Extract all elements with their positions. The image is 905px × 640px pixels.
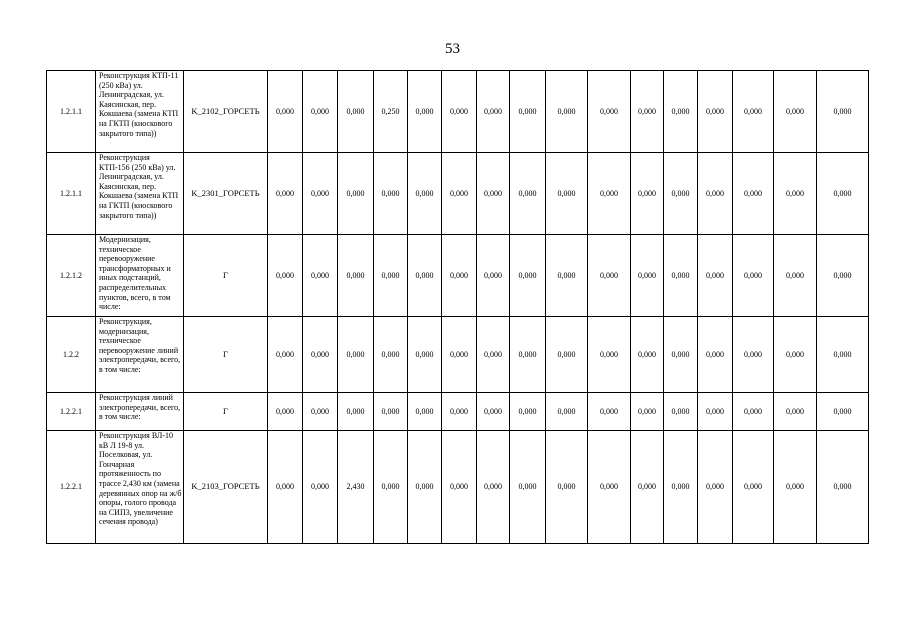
value-cell: 0,000 [631, 317, 664, 393]
row-number-cell: 1.2.2 [47, 317, 96, 393]
value-cell: 0,000 [338, 235, 374, 317]
project-code-cell: Г [184, 317, 268, 393]
value-cell: 0,000 [442, 235, 477, 317]
value-cell: 0,000 [477, 235, 510, 317]
value-cell: 0,000 [546, 393, 588, 431]
value-cell: 0,000 [588, 235, 631, 317]
value-cell: 0,000 [733, 393, 774, 431]
value-cell: 0,000 [510, 153, 546, 235]
value-cell: 0,000 [698, 393, 733, 431]
value-cell: 0,000 [268, 235, 303, 317]
row-number-cell: 1.2.1.1 [47, 71, 96, 153]
value-cell: 0,000 [374, 153, 408, 235]
value-cell: 0,000 [664, 393, 698, 431]
project-code-cell: Г [184, 235, 268, 317]
value-cell: 0,000 [442, 431, 477, 544]
table-row [47, 71, 869, 153]
value-cell: 0,000 [631, 71, 664, 153]
project-name-cell: Модернизация, техническое перевооружение трансформаторных и иных подстанций, распределительных пунктов, всего, в том числе: [96, 235, 184, 317]
value-cell: 0,000 [664, 235, 698, 317]
project-code-cell: Г [184, 393, 268, 431]
value-cell: 0,000 [546, 431, 588, 544]
value-cell: 0,000 [477, 393, 510, 431]
value-cell: 0,000 [268, 317, 303, 393]
project-code-cell: K_2301_ГОРСЕТЬ [184, 153, 268, 235]
value-cell: 0,000 [477, 317, 510, 393]
value-cell: 0,000 [631, 153, 664, 235]
investment-table [46, 70, 869, 544]
value-cell: 0,000 [408, 431, 442, 544]
value-cell: 0,000 [408, 71, 442, 153]
value-cell: 0,000 [588, 393, 631, 431]
value-cell: 0,000 [268, 71, 303, 153]
project-name-cell: Реконструкция, модернизация, техническое перевооружение линий электропередачи, всего, в том числе: [96, 317, 184, 393]
value-cell: 0,000 [510, 431, 546, 544]
value-cell: 0,000 [698, 235, 733, 317]
row-number-cell: 1.2.1.2 [47, 235, 96, 317]
table-row [47, 153, 869, 235]
table-row [47, 393, 869, 431]
value-cell: 0,000 [442, 317, 477, 393]
value-cell: 0,000 [733, 431, 774, 544]
table-row [47, 317, 869, 393]
row-number-cell: 1.2.1.1 [47, 153, 96, 235]
value-cell: 0,000 [303, 71, 338, 153]
page-number: 53 [445, 41, 460, 57]
value-cell: 0,000 [268, 431, 303, 544]
value-cell: 0,000 [546, 71, 588, 153]
value-cell: 0,000 [631, 235, 664, 317]
value-cell: 2,430 [338, 431, 374, 544]
value-cell: 0,000 [733, 317, 774, 393]
value-cell: 0,000 [698, 317, 733, 393]
value-cell: 0,000 [588, 317, 631, 393]
value-cell: 0,000 [303, 235, 338, 317]
value-cell: 0,000 [817, 235, 869, 317]
value-cell: 0,000 [477, 431, 510, 544]
value-cell: 0,000 [774, 235, 817, 317]
project-name-cell: Реконструкция ВЛ-10 кВ Л 19-8 ул. Поселковая, ул. Гончарная протяженность по трассе 2,430 км (замена деревянных опор на ж/б опоры, голого провода на СИП3, увеличение сечения провода) [96, 431, 184, 544]
value-cell: 0,000 [408, 153, 442, 235]
value-cell: 0,000 [303, 431, 338, 544]
value-cell: 0,000 [733, 71, 774, 153]
value-cell: 0,000 [698, 431, 733, 544]
value-cell: 0,000 [408, 235, 442, 317]
value-cell: 0,250 [374, 71, 408, 153]
value-cell: 0,000 [817, 431, 869, 544]
value-cell: 0,000 [510, 71, 546, 153]
value-cell: 0,000 [442, 153, 477, 235]
value-cell: 0,000 [817, 393, 869, 431]
value-cell: 0,000 [588, 153, 631, 235]
value-cell: 0,000 [546, 235, 588, 317]
value-cell: 0,000 [664, 317, 698, 393]
table-row [47, 235, 869, 317]
value-cell: 0,000 [374, 393, 408, 431]
value-cell: 0,000 [817, 153, 869, 235]
value-cell: 0,000 [588, 431, 631, 544]
value-cell: 0,000 [664, 431, 698, 544]
value-cell: 0,000 [303, 153, 338, 235]
value-cell: 0,000 [774, 71, 817, 153]
value-cell: 0,000 [374, 317, 408, 393]
value-cell: 0,000 [303, 317, 338, 393]
value-cell: 0,000 [408, 317, 442, 393]
value-cell: 0,000 [774, 317, 817, 393]
value-cell: 0,000 [733, 153, 774, 235]
value-cell: 0,000 [338, 317, 374, 393]
value-cell: 0,000 [408, 393, 442, 431]
value-cell: 0,000 [442, 393, 477, 431]
value-cell: 0,000 [733, 235, 774, 317]
value-cell: 0,000 [546, 153, 588, 235]
project-code-cell: K_2103_ГОРСЕТЬ [184, 431, 268, 544]
value-cell: 0,000 [510, 235, 546, 317]
project-name-cell: Реконструкция линий электропередачи, всего, в том числе: [96, 393, 184, 431]
project-code-cell: K_2102_ГОРСЕТЬ [184, 71, 268, 153]
value-cell: 0,000 [774, 431, 817, 544]
table-row [47, 431, 869, 544]
value-cell: 0,000 [374, 235, 408, 317]
row-number-cell: 1.2.2.1 [47, 431, 96, 544]
value-cell: 0,000 [477, 71, 510, 153]
value-cell: 0,000 [338, 71, 374, 153]
project-name-cell: Реконструкция КТП-156 (250 кВа) ул. Ленинградская, ул. Каясинская, пер. Кокшаева (замена КТП на ГКТП (киоскового закрытого типа)) [96, 153, 184, 235]
value-cell: 0,000 [817, 71, 869, 153]
value-cell: 0,000 [698, 71, 733, 153]
value-cell: 0,000 [774, 393, 817, 431]
value-cell: 0,000 [510, 393, 546, 431]
value-cell: 0,000 [588, 71, 631, 153]
value-cell: 0,000 [338, 393, 374, 431]
row-number-cell: 1.2.2.1 [47, 393, 96, 431]
value-cell: 0,000 [774, 153, 817, 235]
value-cell: 0,000 [338, 153, 374, 235]
value-cell: 0,000 [698, 153, 733, 235]
table-body [47, 71, 869, 544]
value-cell: 0,000 [374, 431, 408, 544]
value-cell: 0,000 [817, 317, 869, 393]
value-cell: 0,000 [442, 71, 477, 153]
value-cell: 0,000 [664, 153, 698, 235]
value-cell: 0,000 [268, 393, 303, 431]
value-cell: 0,000 [631, 393, 664, 431]
value-cell: 0,000 [546, 317, 588, 393]
value-cell: 0,000 [477, 153, 510, 235]
value-cell: 0,000 [631, 431, 664, 544]
project-name-cell: Реконструкция КТП-11 (250 кВа) ул. Ленинградская, ул. Каясинская, пер. Кокшаева (замена КТП на ГКТП (киоскового закрытого типа)) [96, 71, 184, 153]
value-cell: 0,000 [268, 153, 303, 235]
value-cell: 0,000 [664, 71, 698, 153]
value-cell: 0,000 [510, 317, 546, 393]
value-cell: 0,000 [303, 393, 338, 431]
